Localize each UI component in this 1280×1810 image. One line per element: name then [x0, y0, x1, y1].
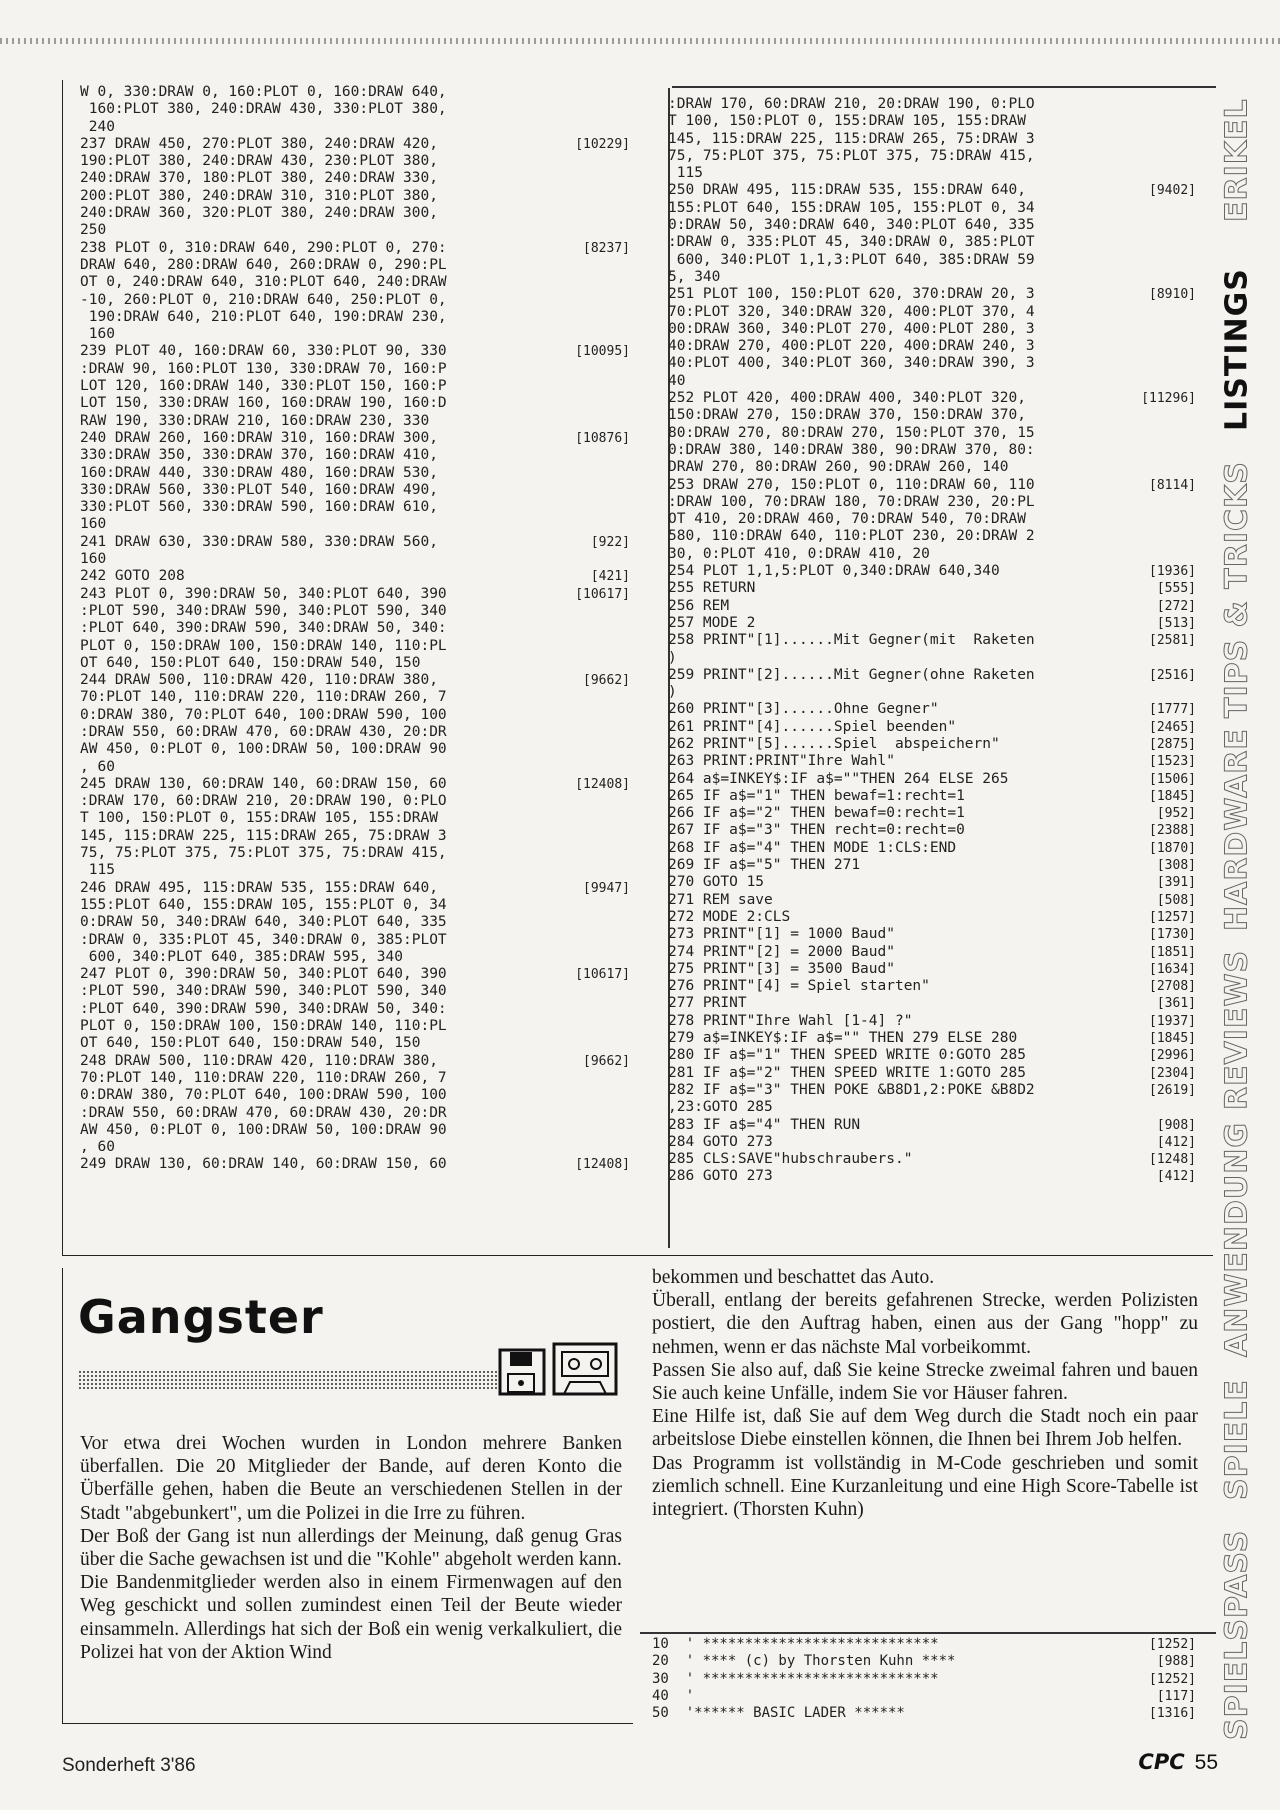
title-dotted-bar — [78, 1370, 498, 1390]
article-paragraph: Die Bandenmitglieder werden also in einem Firmenwagen auf den Weg geschickt und sollen zumindest einen Teil der Beute wieder einsammeln. Allerdings hat sich der Boß ein wenig verkalkuliert, die Polizei hat von der Aktion Wind — [80, 1572, 622, 1663]
article-paragraph: Das Programm ist vollständig in M-Code geschrieben und somit ziemlich schnell. Eine Kurzanleitung und eine High Score-Tabelle ist integriert. (Thorsten Kuhn) — [652, 1452, 1198, 1521]
small-listing-rule — [640, 1632, 1216, 1634]
listing-right-code: :DRAW 170, 60:DRAW 210, 20:DRAW 190, 0:PLO T 100, 150:PLOT 0, 155:DRAW 105, 155:DRAW 145, 115:DRAW 225, 115:DRAW 265, 75:DRAW 3 75, 75:PLOT 375, 75:PLOT 375, 75:DRAW 415, 115 250 DRAW 495, 115:DRAW 535, 155:DRAW 640, 155:PLOT 640, 155:DRAW 105, 155:PLOT 0, 34 0:DRAW 50, 340:DRAW 640, 340:PLOT 640, 335 :DRAW 0, 335:PLOT 45, 340:DRAW 0, 385:PLOT 600, 340:PLOT 1,1,3:PLOT 640, 385:DRAW 59 5, 340 251 PLOT 100, 150:PLOT 620, 370:DRAW 20, 3 70:PLOT 320, 340:DRAW 320, 400:PLOT 370, 4 00:DRAW 360, 340:PLOT 270, 400:PLOT 280, 3 40:DRAW 270, 400:PLOT 220, 400:DRAW 240, 3 40:PLOT 400, 340:PLOT 360, 340:DRAW 390, 3 40 252 PLOT 420, 400:DRAW 400, 340:PLOT 320, 150:DRAW 270, 150:DRAW 370, 150:DRAW 370, 80:DRAW 270, 80:DRAW 270, 150:PLOT 370, 15 0:DRAW 380, 140:DRAW 380, 90:DRAW 370, 80: DRAW 270, 80:DRAW 260, 90:DRAW 260, 140 253 DRAW 270, 150:PLOT 0, 110:DRAW 60, 110 :DRAW 100, 70:DRAW 180, 70:DRAW 230, 20:PL OT 410, 20:DRAW 460, 70:DRAW 540, 70:DRAW 580, 110:DRAW 640, 110:PLOT 230, 20:DRAW 2 30, 0:PLOT 410, 0:DRAW 410, 20 254 PLOT 1,1,5:PLOT 0,340:DRAW 640,340 255 RETURN 256 REM 257 MODE 2 258 PRINT"[1]......Mit Gegner(mit Raketen ) 259 PRINT"[2]......Mit Gegner(ohne Raketen ) 260 PRINT"[3]......Ohne Gegner" 261 PRINT"[4]......Spiel beenden" 262 PRINT"[5]......Spiel abspeichern" 263 PRINT:PRINT"Ihre Wahl" 264 a$=INKEY$:IF a$=""THEN 264 ELSE 265 265 IF a$="1" THEN bewaf=1:recht=1 266 IF a$="2" THEN bewaf=0:recht=1 267 IF a$="3" THEN recht=0:recht=0 268 IF a$="4" THEN MODE 1:CLS:END 269 IF a$="5" THEN 271 270 GOTO 15 271 REM save 272 MODE 2:CLS 273 PRINT"[1] = 1000 Baud" 274 PRINT"[2] = 2000 Baud" 275 PRINT"[3] = 3500 Baud" 276 PRINT"[4] = Spiel starten" 277 PRINT 278 PRINT"Ihre Wahl [1-4] ?" 279 a$=INKEY$:IF a$="" THEN 279 ELSE 280 280 IF a$="1" THEN SPEED WRITE 0:GOTO 285 281 IF a$="2" THEN SPEED WRITE 1:GOTO 285 282 IF a$="3" THEN POKE &B8D1,2:POKE &B8D2 ,23:GOTO 285 283 IF a$="4" THEN RUN 284 GOTO 273 285 CLS:SAVE"hubschraubers." 286 GOTO 273 — [668, 96, 1035, 1185]
listing-left-checksums: [10229] [8237] [10095] [10876] [922] [421] [10617] [9662] [12408] [9947] [10617] [9662] [12408] — [575, 136, 630, 1173]
article-paragraph: Der Boß der Gang ist nun allerdings der Meinung, daß genug Gras über die Sache gewachsen ist und die "Kohle" abgeholt werden kann. — [80, 1525, 622, 1571]
media-icons — [498, 1340, 620, 1396]
article-paragraph: bekommen und beschattet das Auto. — [652, 1267, 935, 1288]
sidebar-band-hardware: HARDWARE — [1219, 728, 1255, 932]
article-column-2 — [652, 1266, 1198, 1521]
sidebar-band-reviews: REVIEWS — [1219, 949, 1255, 1111]
small-listing-code: 10 ' **************************** 20 ' **** (c) by Thorsten Kuhn **** 30 ' **************************** 40 ' 50 '****** BASIC LADER ****** — [652, 1636, 956, 1722]
sidebar-band-spielspass: SPIELSPASS — [1219, 1529, 1255, 1741]
footer-page-number: 55 — [1194, 1751, 1218, 1774]
article-paragraph: Eine Hilfe ist, daß Sie auf dem Weg durch die Stadt noch ein paar arbeitslose Diebe einstellen können, die Ihnen bei Ihrem Job helfen. — [652, 1406, 1198, 1451]
small-listing-checksums: [1252] [988] [1252] [117] [1316] — [1149, 1637, 1196, 1722]
listing-left-code: W 0, 330:DRAW 0, 160:PLOT 0, 160:DRAW 640, 160:PLOT 380, 240:DRAW 430, 330:PLOT 380, 240 237 DRAW 450, 270:PLOT 380, 240:DRAW 420, 190:PLOT 380, 240:DRAW 430, 230:PLOT 380, 240:DRAW 370, 180:PLOT 380, 240:DRAW 330, 200:PLOT 380, 240:DRAW 310, 310:PLOT 380, 240:DRAW 360, 320:PLOT 380, 240:DRAW 300, 250 238 PLOT 0, 310:DRAW 640, 290:PLOT 0, 270: DRAW 640, 280:DRAW 640, 260:DRAW 0, 290:PL OT 0, 240:DRAW 640, 310:PLOT 640, 240:DRAW -10, 260:PLOT 0, 210:DRAW 640, 250:PLOT 0, 190:DRAW 640, 210:PLOT 640, 190:DRAW 230, 160 239 PLOT 40, 160:DRAW 60, 330:PLOT 90, 330 :DRAW 90, 160:PLOT 130, 330:DRAW 70, 160:P LOT 120, 160:DRAW 140, 330:PLOT 150, 160:P LOT 150, 330:DRAW 160, 160:DRAW 190, 160:D RAW 190, 330:DRAW 210, 160:DRAW 230, 330 240 DRAW 260, 160:DRAW 310, 160:DRAW 300, 330:DRAW 350, 330:DRAW 370, 160:DRAW 410, 160:DRAW 440, 330:DRAW 480, 160:DRAW 530, 330:DRAW 560, 330:PLOT 540, 160:DRAW 490, 330:PLOT 560, 330:DRAW 590, 160:DRAW 610, 160 241 DRAW 630, 330:DRAW 580, 330:DRAW 560, 160 242 GOTO 208 243 PLOT 0, 390:DRAW 50, 340:PLOT 640, 390 :PLOT 590, 340:DRAW 590, 340:PLOT 590, 340 :PLOT 640, 390:DRAW 590, 340:DRAW 50, 340: PLOT 0, 150:DRAW 100, 150:DRAW 140, 110:PL OT 640, 150:PLOT 640, 150:DRAW 540, 150 244 DRAW 500, 110:DRAW 420, 110:DRAW 380, 70:PLOT 140, 110:DRAW 220, 110:DRAW 260, 7 0:DRAW 380, 70:PLOT 640, 100:DRAW 590, 100 :DRAW 550, 60:DRAW 470, 60:DRAW 430, 20:DR AW 450, 0:PLOT 0, 100:DRAW 50, 100:DRAW 90 , 60 245 DRAW 130, 60:DRAW 140, 60:DRAW 150, 60 :DRAW 170, 60:DRAW 210, 20:DRAW 190, 0:PLO T 100, 150:PLOT 0, 155:DRAW 105, 155:DRAW 145, 115:DRAW 225, 115:DRAW 265, 75:DRAW 3 75, 75:PLOT 375, 75:PLOT 375, 75:DRAW 415, 115 246 DRAW 495, 115:DRAW 535, 155:DRAW 640, 155:PLOT 640, 155:DRAW 105, 155:PLOT 0, 34 0:DRAW 50, 340:DRAW 640, 340:PLOT 640, 335 :DRAW 0, 335:PLOT 45, 340:DRAW 0, 385:PLOT 600, 340:PLOT 640, 385:DRAW 595, 340 247 PLOT 0, 390:DRAW 50, 340:PLOT 640, 390 :PLOT 590, 340:DRAW 590, 340:PLOT 590, 340 :PLOT 640, 390:DRAW 590, 340:DRAW 50, 340: PLOT 0, 150:DRAW 100, 150:DRAW 140, 110:PL OT 640, 150:PLOT 640, 150:DRAW 540, 150 248 DRAW 500, 110:DRAW 420, 110:DRAW 380, 70:PLOT 140, 110:DRAW 220, 110:DRAW 260, 7 0:DRAW 380, 70:PLOT 640, 100:DRAW 590, 100 :DRAW 550, 60:DRAW 470, 60:DRAW 430, 20:DR AW 450, 0:PLOT 0, 100:DRAW 50, 100:DRAW 90 , 60 249 DRAW 130, 60:DRAW 140, 60:DRAW 150, 60 — [80, 84, 447, 1173]
article-paragraph: Vor etwa drei Wochen wurden in London mehrere Banken überfallen. Die 20 Mitglieder der Bande, auf deren Konto die Überfälle gehen, haben die Beute an verschiedenen Stellen in der Stadt "abgebunkert", um die Polizei in die Irre zu führen. — [80, 1433, 622, 1524]
article-title: Gangster — [78, 1290, 324, 1344]
article-paragraph: Überall, entlang der bereits gefahrenen Strecke, werden Polizisten postiert, die den Auftrag haben, einen aus der Gang "hopp" zu nehmen, wenn er das nächste Mal vorbeikommt. — [652, 1290, 1198, 1358]
footer-issue: Sonderheft 3'86 — [62, 1755, 196, 1776]
sidebar-band-spiele: SPIELE — [1219, 1379, 1255, 1501]
top-dotted-rule — [0, 38, 1280, 44]
listing-right-checksums: [9402] [8910] [11296] [8114] [1936] [555] [272] [513] [2581] [2516] [1777] [2465] [2875] [1523] [1506] [1845] [952] [2388] [1870] [308] [391] [508] [1257] [1730] [1851] [1634] [2708] [361] [1937] [1845] [2996] [2304] [2619] [908] [412] [1248] [412] — [1141, 183, 1196, 1185]
listing-top-rule — [672, 86, 1216, 88]
sidebar-band-listings: LISTINGS — [1219, 268, 1255, 432]
section-sidebar — [1216, 80, 1258, 1740]
footer-magazine: CPC — [1138, 1750, 1185, 1774]
footer-page-info — [1138, 1750, 1218, 1775]
cassette-icon — [554, 1344, 616, 1394]
article-paragraph: Passen Sie also auf, daß Sie keine Strecke zweimal fahren und bauen Sie auch keine Unfälle, indem Sie vor Häuser fahren. — [652, 1359, 1198, 1405]
sidebar-band-artikel: ERIKEL — [1219, 98, 1255, 222]
sidebar-band-anwendung: ANWENDUNG — [1219, 1122, 1255, 1358]
sidebar-band-tips: TIPS & TRICKS — [1219, 461, 1255, 719]
article-column-1 — [80, 1432, 622, 1664]
floppy-disk-icon — [500, 1350, 544, 1394]
